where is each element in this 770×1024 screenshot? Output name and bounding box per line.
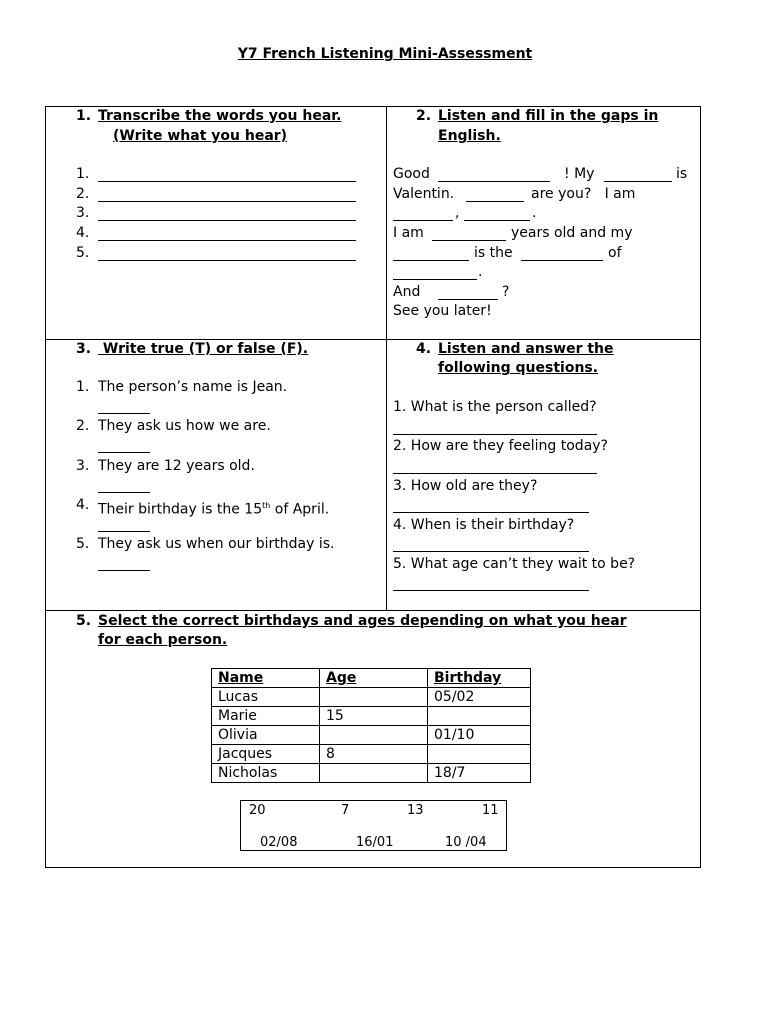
tf-item-number: 5. xyxy=(76,536,90,552)
bank-age-option[interactable]: 20 xyxy=(249,803,266,818)
row-divider-2 xyxy=(46,610,700,611)
gap-text: of xyxy=(608,245,622,261)
q1-item-number: 1. xyxy=(76,166,90,182)
cell-birthday[interactable]: 05/02 xyxy=(428,688,531,707)
tf-item-number: 4. xyxy=(76,497,90,513)
q4-answer-line[interactable] xyxy=(393,459,597,474)
cell-birthday[interactable]: 01/10 xyxy=(428,726,531,745)
cell-birthday[interactable]: 18/7 xyxy=(428,764,531,783)
tf-statement-part: of April. xyxy=(270,501,330,518)
column-divider xyxy=(386,107,387,611)
cell-age[interactable] xyxy=(320,764,428,783)
q1-number: 1. xyxy=(76,108,92,124)
gap-blank[interactable] xyxy=(466,187,524,202)
q4-question: 1. What is the person called? xyxy=(393,399,597,415)
header-name: Name xyxy=(212,669,320,688)
bank-age-option[interactable]: 13 xyxy=(407,803,424,818)
q1-answer-line[interactable] xyxy=(98,167,356,182)
cell-name: Lucas xyxy=(212,688,320,707)
gap-blank[interactable] xyxy=(393,265,477,280)
tf-statement: The person’s name is Jean. xyxy=(98,379,288,395)
q1-item-number: 3. xyxy=(76,205,90,221)
tf-statement-part: Their birthday is the 15 xyxy=(98,501,263,518)
gap-text: Valentin. xyxy=(393,186,455,202)
gap-blank[interactable] xyxy=(464,206,530,221)
tf-statement: They ask us how we are. xyxy=(98,418,271,434)
table-row xyxy=(212,707,531,726)
bank-age-option[interactable]: 7 xyxy=(341,803,350,818)
gap-blank[interactable] xyxy=(438,285,498,300)
q4-question: 2. How are they feeling today? xyxy=(393,438,608,454)
bank-date-option[interactable]: 02/08 xyxy=(260,835,298,850)
q4-answer-line[interactable] xyxy=(393,420,597,435)
ordinal-suffix: th xyxy=(262,501,271,510)
page-title: Y7 French Listening Mini-Assessment xyxy=(237,46,533,62)
header-birthday: Birthday xyxy=(428,669,531,688)
q4-heading: Listen and answer the xyxy=(438,341,614,357)
bank-date-option[interactable]: 10 /04 xyxy=(445,835,487,850)
table-header-row xyxy=(212,669,531,688)
q1-item-number: 2. xyxy=(76,186,90,202)
cell-age[interactable]: 15 xyxy=(320,707,428,726)
q1-item-number: 4. xyxy=(76,225,90,241)
q4-heading-cont: following questions. xyxy=(438,360,599,376)
answer-bank xyxy=(240,800,507,851)
q4-number: 4. xyxy=(416,341,432,357)
gap-blank[interactable] xyxy=(438,167,550,182)
q2-heading-cont: English. xyxy=(438,128,501,144)
tf-statement: They are 12 years old. xyxy=(98,458,255,474)
cell-birthday[interactable] xyxy=(428,707,531,726)
q1-answer-line[interactable] xyxy=(98,206,356,221)
tf-item-number: 1. xyxy=(76,379,90,395)
q3-number: 3. xyxy=(76,341,92,357)
tf-answer-line[interactable] xyxy=(98,517,150,532)
q4-question: 3. How old are they? xyxy=(393,478,538,494)
tf-answer-line[interactable] xyxy=(98,399,150,414)
table-row xyxy=(212,688,531,707)
tf-item-number: 3. xyxy=(76,458,90,474)
header-age: Age xyxy=(320,669,428,688)
gap-blank[interactable] xyxy=(393,206,453,221)
gap-text: , xyxy=(455,205,460,221)
cell-age[interactable]: 8 xyxy=(320,745,428,764)
cell-age[interactable] xyxy=(320,726,428,745)
table-row xyxy=(212,764,531,783)
tf-answer-line[interactable] xyxy=(98,438,150,453)
cell-birthday[interactable] xyxy=(428,745,531,764)
tf-answer-line[interactable] xyxy=(98,556,150,571)
tf-answer-line[interactable] xyxy=(98,478,150,493)
gap-text: is the xyxy=(474,245,513,261)
gap-text: ? xyxy=(502,284,510,300)
cell-age[interactable] xyxy=(320,688,428,707)
gap-text: ! My xyxy=(564,166,595,182)
birthday-age-table xyxy=(211,668,531,783)
gap-text: I am xyxy=(393,225,424,241)
q1-heading: Transcribe the words you hear. xyxy=(98,108,342,124)
q2-number: 2. xyxy=(416,108,432,124)
gap-text: is xyxy=(676,166,688,182)
cell-name: Jacques xyxy=(212,745,320,764)
table-row xyxy=(212,726,531,745)
gap-text: Good xyxy=(393,166,430,182)
cell-name: Nicholas xyxy=(212,764,320,783)
q1-answer-line[interactable] xyxy=(98,226,356,241)
q1-answer-line[interactable] xyxy=(98,246,356,261)
gap-blank[interactable] xyxy=(432,226,506,241)
gap-blank[interactable] xyxy=(521,246,603,261)
gap-text: See you later! xyxy=(393,303,492,319)
table-row xyxy=(212,745,531,764)
cell-name: Olivia xyxy=(212,726,320,745)
q4-answer-line[interactable] xyxy=(393,498,589,513)
q5-heading: Select the correct birthdays and ages depending on what you hear xyxy=(98,613,627,629)
cell-name: Marie xyxy=(212,707,320,726)
q4-answer-line[interactable] xyxy=(393,537,589,552)
q5-number: 5. xyxy=(76,613,92,629)
q1-subheading: (Write what you hear) xyxy=(113,128,288,144)
bank-date-option[interactable]: 16/01 xyxy=(356,835,394,850)
q4-question: 5. What age can’t they wait to be? xyxy=(393,556,636,572)
gap-text: years old and my xyxy=(511,225,633,241)
q3-heading: Write true (T) or false (F). xyxy=(98,341,309,357)
gap-text: And xyxy=(393,284,421,300)
bank-age-option[interactable]: 11 xyxy=(482,803,499,818)
q4-answer-line[interactable] xyxy=(393,576,589,591)
tf-statement: They ask us when our birthday is. xyxy=(98,536,335,552)
tf-item-number: 2. xyxy=(76,418,90,434)
gap-text: are you? I am xyxy=(531,186,636,202)
q4-question: 4. When is their birthday? xyxy=(393,517,575,533)
gap-blank[interactable] xyxy=(604,167,672,182)
q5-heading-cont: for each person. xyxy=(98,632,228,648)
q1-item-number: 5. xyxy=(76,245,90,261)
q2-heading: Listen and fill in the gaps in xyxy=(438,108,659,124)
gap-blank[interactable] xyxy=(393,246,469,261)
q1-answer-line[interactable] xyxy=(98,187,356,202)
gap-text: . xyxy=(478,264,483,280)
gap-text: . xyxy=(532,205,537,221)
